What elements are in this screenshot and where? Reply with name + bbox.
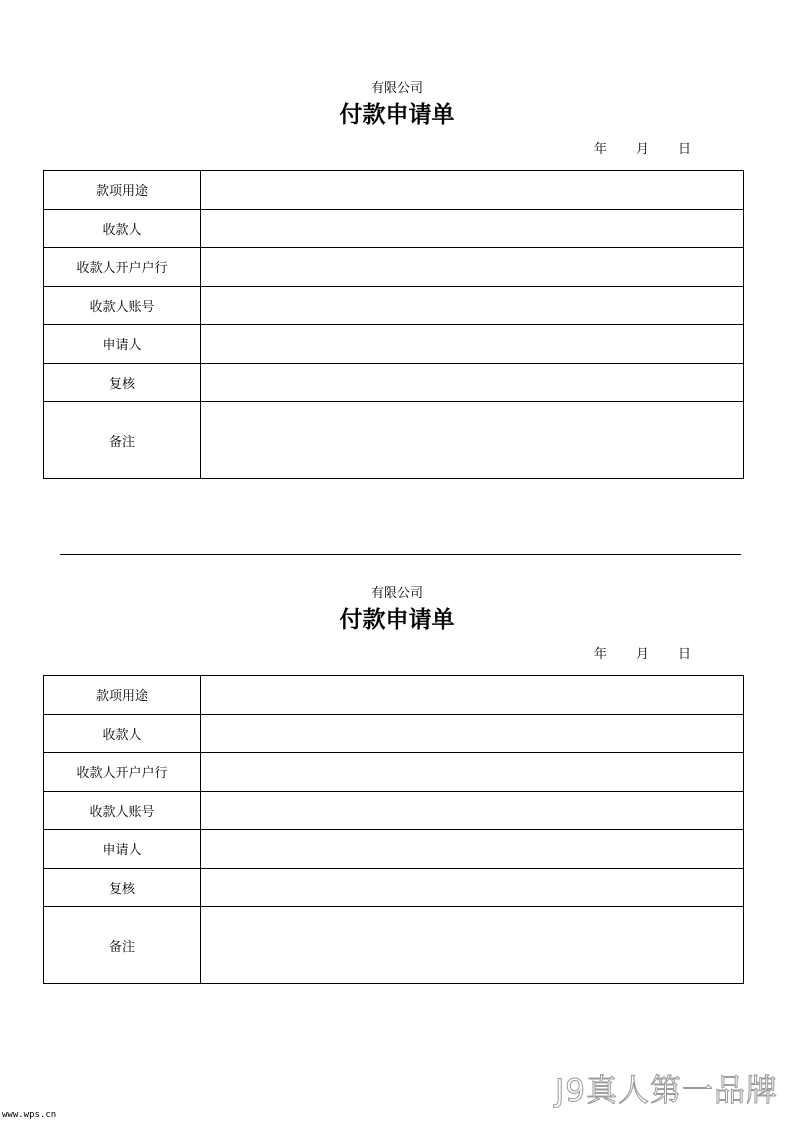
remarks-label: 备注: [44, 402, 201, 479]
date-day-label: 日: [678, 142, 692, 157]
row-payee-account: [44, 791, 744, 830]
footer-url: www.wps.cn: [2, 1110, 57, 1120]
payee-label: 收款人: [44, 209, 201, 248]
payee-account-value-cell[interactable]: [201, 286, 744, 325]
payment-request-table: [43, 675, 744, 984]
row-payee-account: [44, 286, 744, 325]
applicant-label: 申请人: [44, 325, 201, 364]
remarks-value-cell[interactable]: [201, 907, 744, 984]
date-month-label: 月: [636, 647, 650, 662]
payee-bank-label: 收款人开户户行: [44, 248, 201, 287]
date-year-label: 年: [594, 647, 608, 662]
payee-account-value-cell[interactable]: [201, 791, 744, 830]
purpose-value-cell[interactable]: [201, 676, 744, 715]
watermark-text: J9真人第一品牌: [555, 1073, 778, 1109]
reviewer-label: 复核: [44, 363, 201, 402]
reviewer-value-cell[interactable]: [201, 363, 744, 402]
form-title: 付款申请单: [339, 606, 455, 633]
row-payee-bank: [44, 248, 744, 287]
payee-account-label: 收款人账号: [44, 286, 201, 325]
row-payee-bank: [44, 753, 744, 792]
payment-request-table: [43, 170, 744, 479]
applicant-value-cell[interactable]: [201, 830, 744, 869]
remarks-value-cell[interactable]: [201, 402, 744, 479]
row-reviewer: [44, 363, 744, 402]
purpose-label: 款项用途: [44, 676, 201, 715]
company-name: 有限公司: [370, 81, 423, 96]
payee-value-cell[interactable]: [201, 714, 744, 753]
form-title: 付款申请单: [339, 101, 455, 128]
purpose-label: 款项用途: [44, 171, 201, 210]
row-applicant: [44, 830, 744, 869]
date-month-label: 月: [636, 142, 650, 157]
row-payee: [44, 209, 744, 248]
row-remarks: [44, 402, 744, 479]
row-remarks: [44, 907, 744, 984]
remarks-label: 备注: [44, 907, 201, 984]
applicant-label: 申请人: [44, 830, 201, 869]
payee-account-label: 收款人账号: [44, 791, 201, 830]
row-purpose: [44, 676, 744, 715]
company-name: 有限公司: [370, 586, 423, 601]
reviewer-value-cell[interactable]: [201, 868, 744, 907]
applicant-value-cell[interactable]: [201, 325, 744, 364]
date-day-label: 日: [678, 647, 692, 662]
payee-bank-label: 收款人开户户行: [44, 753, 201, 792]
purpose-value-cell[interactable]: [201, 171, 744, 210]
cut-line-divider: [60, 554, 741, 555]
payee-value-cell[interactable]: [201, 209, 744, 248]
payee-bank-value-cell[interactable]: [201, 753, 744, 792]
row-purpose: [44, 171, 744, 210]
row-applicant: [44, 325, 744, 364]
payee-label: 收款人: [44, 714, 201, 753]
payee-bank-value-cell[interactable]: [201, 248, 744, 287]
reviewer-label: 复核: [44, 868, 201, 907]
row-payee: [44, 714, 744, 753]
row-reviewer: [44, 868, 744, 907]
date-year-label: 年: [594, 142, 608, 157]
